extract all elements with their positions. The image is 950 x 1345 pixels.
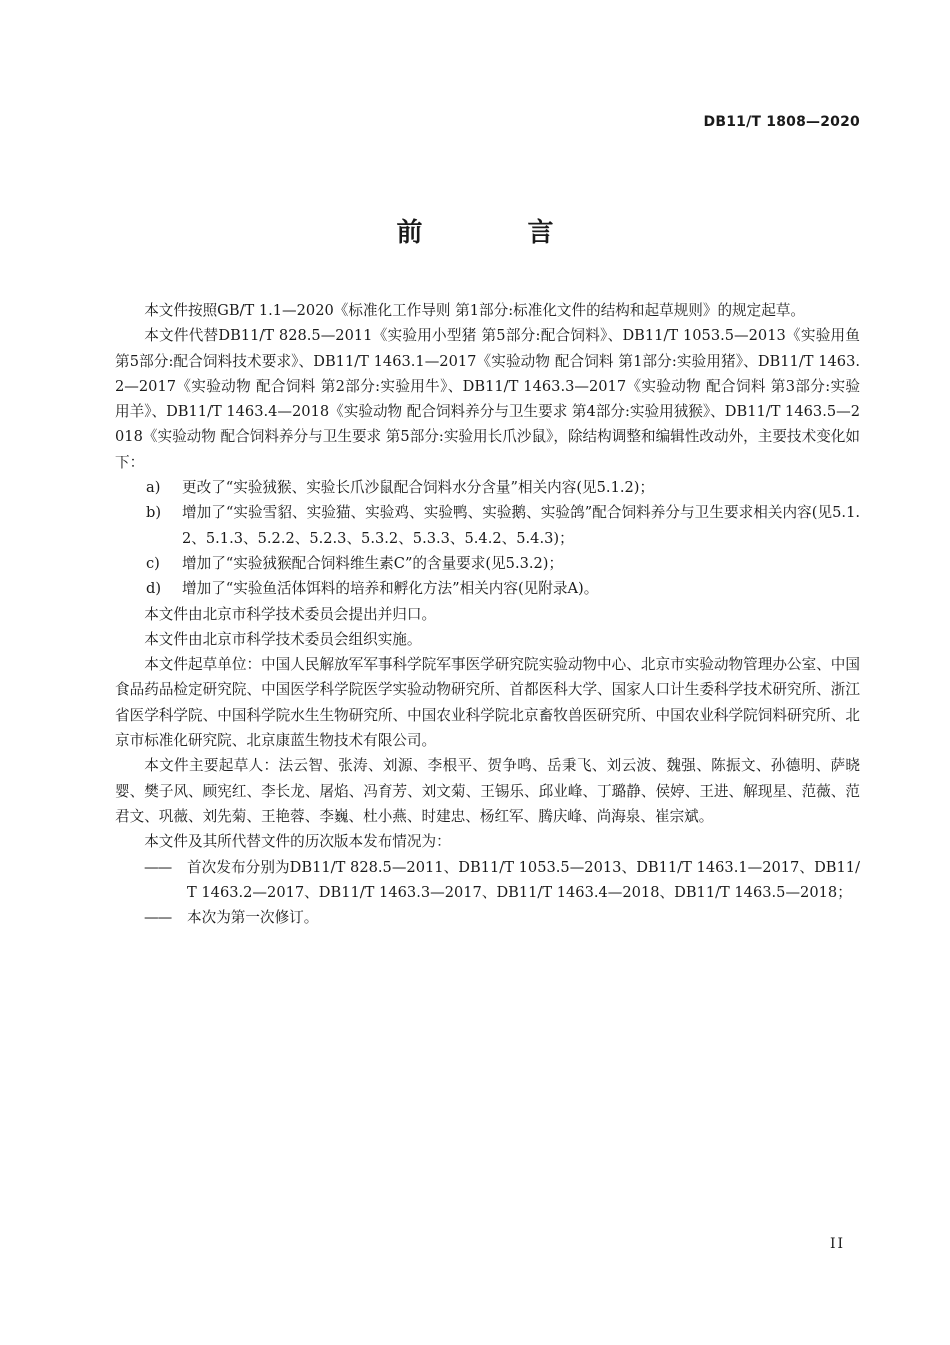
dash-marker: ——: [144, 909, 172, 927]
paragraph-replaces: 本文件代替DB11/T 828.5—2011《实验用小型猪 第5部分:配合饲料》、DB11/T 1053.5—2013《实验用鱼 第5部分:配合饲料技术要求》、DB11/T 1463.1—2017《实验动物 配合饲料 第1部分:实验用猪》、DB11/T 1463.2—2017《实验动物 配合饲料 第2部分:实验用牛》、DB11/T 1463.3—2017《实验动物 配合饲料 第3部分:实验用羊》、DB11/T 1463.4—2018《实验动物 配合饲料养分与卫生要求 第4部分:实验用狨猴》、DB11/T 1463.5—2018《实验动物 配合饲料养分与卫生要求 第5部分:实验用长爪沙鼠》，除结构调整和编辑性改动外，主要技术变化如下：: [115, 327, 861, 471]
paragraph-drafting-rules: 本文件按照GB/T 1.1—2020《标准化工作导则 第1部分:标准化文件的结构和起草规则》的规定起草。: [144, 302, 806, 319]
list-marker: b): [146, 504, 162, 522]
change-item: [115, 500, 860, 551]
paragraph-history-intro: 本文件及其所代替文件的历次版本发布情况为：: [144, 833, 451, 851]
paragraph-proposer: 本文件由北京市科学技术委员会提出并归口。: [144, 605, 437, 623]
change-item: [115, 551, 860, 576]
list-text: 增加了“实验雪貂、实验猫、实验鸡、实验鸭、实验鹅、实验鸽”配合饲料养分与卫生要求相关内容(见5.1.2、5.1.3、5.2.2、5.2.3、5.3.2、5.3.3、5.4.2、5.4.3)；: [182, 504, 860, 547]
list-text: 增加了“实验鱼活体饵料的培养和孵化方法”相关内容(见附录A)。: [182, 580, 599, 598]
list-text: 更改了“实验狨猴、实验长爪沙鼠配合饲料水分含量”相关内容(见5.1.2)；: [182, 479, 655, 497]
change-item: [115, 576, 860, 601]
list-text: 增加了“实验狨猴配合饲料维生素C”的含量要求(见5.3.2)；: [182, 554, 564, 572]
page-number: II: [829, 1236, 845, 1252]
list-marker: c): [146, 554, 160, 572]
dash-marker: ——: [144, 858, 172, 876]
document-code: DB11/T 1808—2020: [703, 114, 860, 130]
page-title: 前 言: [396, 218, 602, 248]
change-item: [115, 475, 860, 500]
history-item: [115, 855, 860, 906]
paragraph-drafters: 本文件主要起草人：法云智、张涛、刘源、李根平、贺争鸣、岳秉飞、刘云波、魏强、陈振文、孙德明、萨晓婴、樊子风、顾宪红、李长龙、屠焰、冯育芳、刘文菊、王锡乐、邱业峰、丁璐静、侯婷、王进、解现星、范薇、范君文、巩薇、刘先菊、王艳蓉、李巍、杜小燕、时建忠、杨红军、腾庆峰、尚海泉、崔宗斌。: [115, 757, 860, 825]
list-marker: a): [146, 479, 161, 497]
history-item: [115, 905, 860, 930]
paragraph-implementer: 本文件由北京市科学技术委员会组织实施。: [144, 630, 422, 648]
foreword-body: [115, 298, 860, 930]
paragraph-drafting-units: 本文件起草单位：中国人民解放军军事科学院军事医学研究院实验动物中心、北京市实验动物管理办公室、中国食品药品检定研究院、中国医学科学院医学实验动物研究所、首都医科大学、国家人口计生委科学技术研究所、浙江省医学科学院、中国科学院水生生物研究所、中国农业科学院北京畜牧兽医研究所、中国农业科学院饲料研究所、北京市标准化研究院、北京康蓝生物技术有限公司。: [115, 656, 860, 750]
history-text: 首次发布分别为DB11/T 828.5—2011、DB11/T 1053.5—2013、DB11/T 1463.1—2017、DB11/T 1463.2—2017、DB11/T 1463.3—2017、DB11/T 1463.4—2018、DB11/T 1463.5—2018；: [187, 858, 860, 901]
history-text: 本次为第一次修订。: [187, 909, 319, 927]
list-marker: d): [146, 580, 162, 598]
